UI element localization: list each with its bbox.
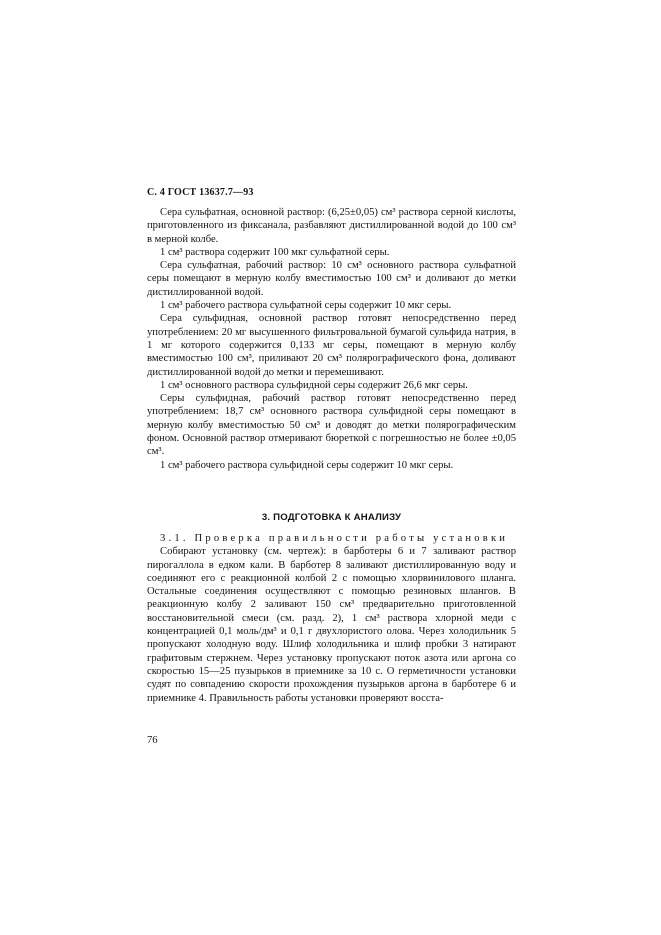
section-heading: 3. ПОДГОТОВКА К АНАЛИЗУ: [261, 512, 402, 523]
paragraph: 1 см³ основного раствора сульфидной серы содержит 26,6 мкг серы.: [160, 379, 468, 391]
paragraph: Серы сульфидная, рабочий раствор готовят непосредственно перед употреблением: 18,7 см³ основного раствора сульфидной серы помещают в мерную колбу вместимостью 50 см³ и доводят до метки полярографическим фоном. Основной раствор отмеривают бюреткой с погрешностью не более ±0,05 см³.: [147, 393, 516, 458]
paragraph: 1 см³ раствора содержит 100 мкг сульфатной серы.: [160, 246, 390, 258]
paragraph: Сера сульфатная, рабочий раствор: 10 см³ основного раствора сульфатной серы помещают в мерную колбу вместимостью 100 см³ и доливают до метки дистиллированной водой.: [147, 260, 516, 298]
paragraph: 1 см³ рабочего раствора сульфатной серы содержит 10 мкг серы.: [160, 300, 452, 312]
paragraph: Собирают установку (см. чертеж): в барботеры 6 и 7 заливают раствор пирогаллола в едком кали. В барботер 8 заливают дистиллированную воду и соединяют его с реакционной колбой 2 с помощью хлорвинилового шланга. Остальные соединения осуществляют с помощью резиновых шлангов. В реакционную колбу 2 заливают 150 см³ предварительно приготовленной восстановительной смеси (см. разд. 2), 1 см³ раствора хлорной меди с концентрацией 0,1 моль/дм³ и 0,1 г двухлористого олова. Через холодильник 5 пропускают холодную воду. Шлиф холодильника и шлиф пробки 3 натирают графитовым стержнем. Через установку пропускают поток азота или аргона со скоростью 15—25 пузырьков в приемнике за 10 с. О герметичности установки судят по совпадению скорости прохождения пузырьков аргона в барботере 6 и приемнике 4. Правильность работы установки проверяют восста-: [147, 546, 516, 704]
page-number: 76: [147, 735, 158, 746]
subsection-title: 3.1. Проверка правильности работы установки: [160, 533, 509, 544]
section-text: [147, 532, 516, 705]
paragraph: Сера сульфатная, основной раствор: (6,25±0,05) см³ раствора серной кислоты, приготовленного из фиксанала, разбавляют дистиллированной водой до 100 см³ в мерной колбе.: [147, 207, 516, 245]
paragraph: 1 см³ рабочего раствора сульфидной серы содержит 10 мкг серы.: [160, 459, 454, 471]
running-head: С. 4 ГОСТ 13637.7—93: [147, 187, 254, 198]
reagents-text: [147, 206, 516, 472]
paragraph: Сера сульфидная, основной раствор готовят непосредственно перед употреблением: 20 мг высушенного фильтровальной бумагой сульфида натрия, в 1 мг которого содержится 0,133 мг серы, помещают в мерную колбу вместимостью 100 см³, приливают 20 см³ полярографического фона, доливают дистиллированной водой до метки и перемешивают.: [147, 313, 516, 378]
